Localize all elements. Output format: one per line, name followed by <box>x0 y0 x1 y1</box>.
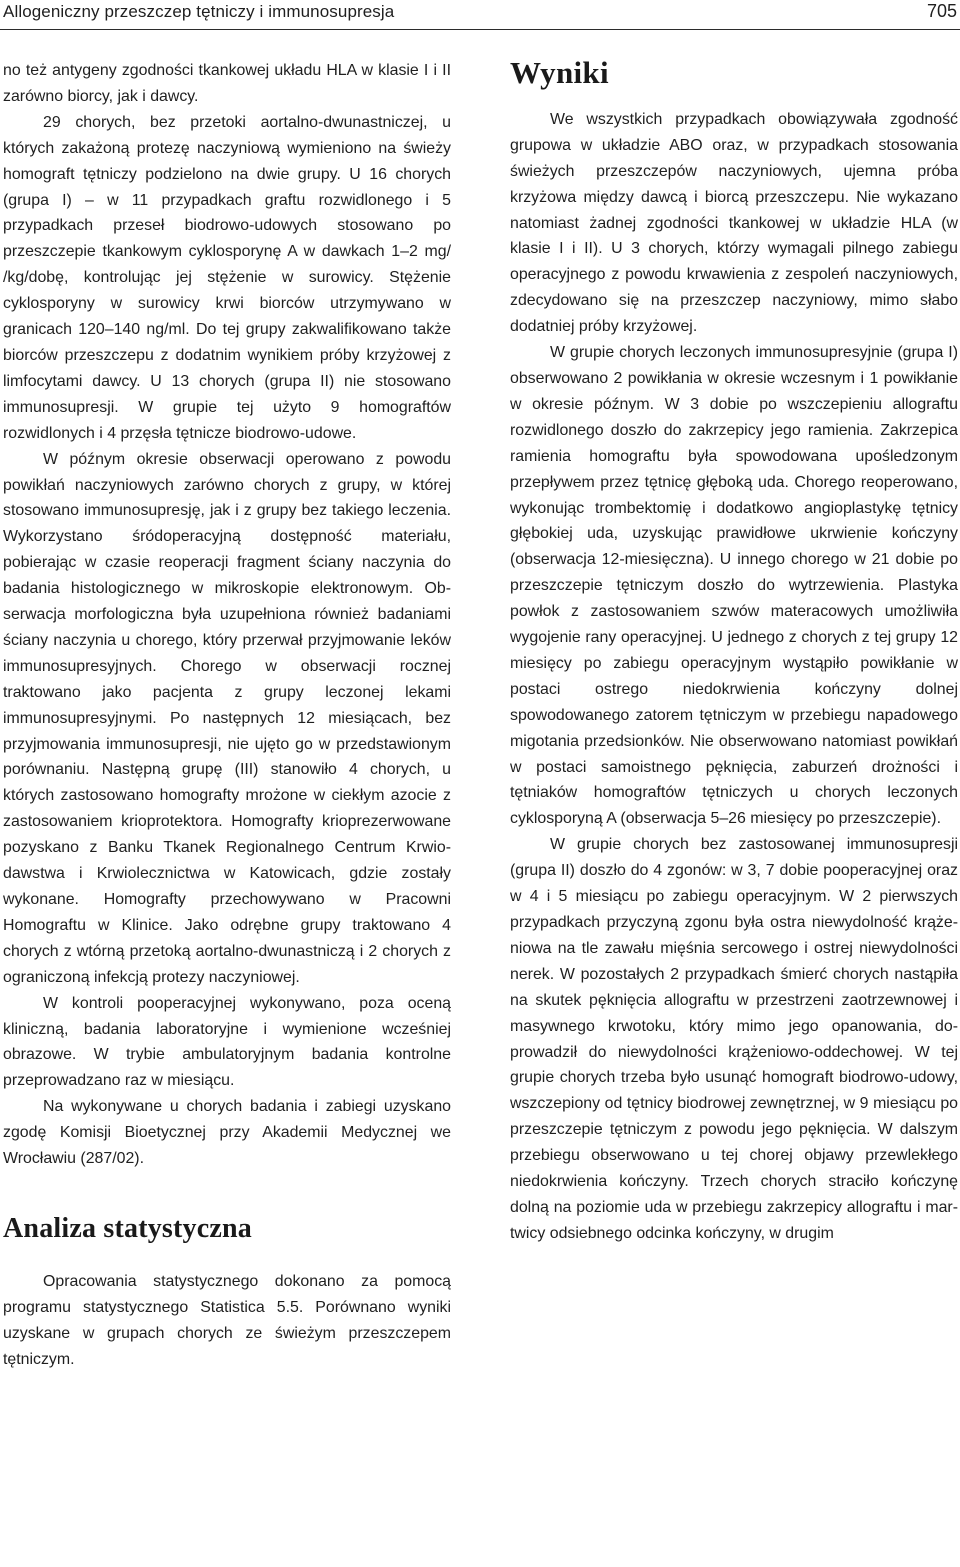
right-column <box>510 55 958 1247</box>
paragraph-hla: no też antygeny zgodności tkankowej układu HLA w klasie I i II zarówno biorcy, jak i dawcy. <box>3 62 451 105</box>
section-heading-statistics: Analiza statystyczna <box>3 1212 252 1244</box>
paragraph-bioethics: Na wykonywane u chorych badania i zabiegi uzyskano zgodę Komisji Bioetycznej przy Akademii Medycznej we Wrocławiu (287/02). <box>3 1098 451 1168</box>
paragraph-group-one: W grupie chorych leczonych immunosupresyjnie (grupa I) obserwowano 2 powikłania w okresie wczesnym i 1 powikłanie w okresie późnym. W 3 dobie po wszczepieniu allograftu rozwidlonego doszło do zakrzepicy jego ramienia. Zakrzepica ramienia homograftu była spowodowana upośledzonym przepływem przez tętnicę głęboką uda. Chorego reoperowano, wykonując trombektomię i dodatkowo angioplastykę tętnicy głębokiej uda, uzyskując prawidłowe ukrwienie kończyny (obserwacja 12-miesięczna). U innego chorego w 21 dobie po przeszczepie tętniczym doszło do wytrzewienia. Plastyka powłok z zastosowaniem szwów materacowych umożliwiła wygojenie rany operacyjnej. U jednego z chorych z tej grupy 12 miesięcy po zabiegu operacyjnym wystąpiło powikłanie w postaci ostrego niedokrwienia kończyny dolnej spowodowanego zatorem tętniczym w przebiegu napadowego migotania przedsionków. Nie obserwowano natomiast powikłań w postaci samoistnego pęknięcia, zaburzeń drożności i tętniaków homograftów tętniczych u chorych leczonych cyklosporyną A (obserwacja 5–26 miesięcy po przeszczepie). <box>510 344 958 828</box>
paragraph-late-observation: W późnym okresie obserwacji operowano z powodu powikłań naczyniowych zarówno chorych z grupy, w której stosowano immunosupresję, jak i z grupy bez takiego leczenia. Wykorzystano śródoperacyjną dostępność materiału, pobierając w czasie reoperacji fragment ściany naczynia do badania histologicznego w mikroskopie elektronowym. Obserwacja morfologiczna była uzupełniona również badaniami ściany naczynia u chorego, który przerwał przyjmowanie leków immunosupresyjnych. Chorego w obserwacji rocznej traktowano jako pacjenta z grupy leczonej lekami immunosupresyjnymi. Po następnych 12 miesiącach, bez przyjmowania immunosupresji, nie ujęto go w przedstawionym porównaniu. Następną grupę (III) stanowiło 4 chorych, u których zastosowano homografty mrożone w ciekłym azocie z zastosowaniem krioprotektora. Homografty krioprezerwowane pozyskano z Banku Tkanek Regionalnego Centrum Krwiodawstwa i Krwiolecznictwa w Katowicach, gdzie zostały wykonane. Homografty przechowywano w Pracowni Homograftu w Klinice. Jako odrębne grupy traktowano 4 chorych z wtórną przetoką aortalno-dwunastniczą i 2 chorych z ograniczoną infekcją protezy naczyniowej. <box>3 450 451 986</box>
paragraph-postop-control: W kontroli pooperacyjnej wykonywano, poza oceną kliniczną, badania laboratoryjne i wymienione wcześniej obrazowe. W trybie ambulatoryjnym badania kontrolne przeprowadzano raz w miesiącu. <box>3 994 451 1090</box>
section-heading-results: Wyniki <box>510 55 609 90</box>
running-title: Allogeniczny przeszczep tętniczy i immunosupresja <box>3 2 395 21</box>
left-column <box>3 58 451 1373</box>
paragraph-statistics: Opracowania statystycznego dokonano za pomocą programu statystycznego Statistica 5.5. Porównano wyniki uzyskane w grupach chorych ze świeżym przeszczepem tętniczym. <box>3 1272 451 1368</box>
paragraph-abo: We wszystkich przypadkach obowiązywała zgodność grupowa w układzie ABO oraz, w przypadkach stosowania świeżych przeszczepów naczyniowych, ujemna próba krzyżowa między dawcą i biorcą przeszczepu. Nie wykazano natomiast żadnej zgodności tkankowej w układzie HLA (w klasie I i II). U 3 chorych, którzy wymagali pilnego zabiegu operacyjnego z powodu krwawienia z zespoleń naczyniowych, zdecydowano się na przeszczep naczyniowy, mimo słabo dodatniej próby krzyżowej. <box>510 110 958 336</box>
paragraph-group-two: W grupie chorych bez zastosowanej immunosupresji (grupa II) doszło do 4 zgonów: w 3, 7 dobie pooperacyjnej oraz w 4 i 5 miesiącu po zabiegu operacyjnym. W 2 pierwszych przypadkach przyczyną zgonu była ostra niewydolność krążeniowa na tle zawału mięśnia sercowego i ostrej niewydolności nerek. W pozostałych 2 przypadkach śmierć chorych nastąpiła na skutek pęknięcia allograftu w przestrzeni zaotrzewnowej i masywnego krwotoku, który mimo jego opanowania, doprowadził do niewydolności krążeniowo-oddechowej. W tej grupie chorych trzeba było usunąć homograft biodrowo-udowy, wszczepiony od tętnicy biodrowej zewnętrznej, w 9 miesiącu po przeszczepie tętniczym z powodu jego pęknięcia. W dalszym przebiegu obserwowano u tej chorej objawy przewlekłego niedokrwienia kończyny. Trzech chorych straciło kończynę dolną na poziomie uda w przebiegu zakrzepicy allograftu i martwicy odsiebnego odcinka kończyny, w drugim <box>510 836 958 1242</box>
page-number: 705 <box>926 1 957 21</box>
running-header <box>0 0 960 30</box>
paragraph-groups: 29 chorych, bez przetoki aortalno-dwunastniczej, u których zakażoną protezę naczyniową wymieniono na świeży homograft tętniczy podzielono na dwie grupy. U 16 chorych (grupa I) – w 11 przypadkach graftu rozwidlonego i 5 przypadkach przeseł biodrowo-udowych stosowano po przeszczepie tkankowym cyklosporynę A w dawkach 1–2 mg/ /kg/dobę, kontrolując jej stężenie w surowicy. Stężenie cyklosporyny w surowicy krwi biorców utrzymywano w granicach 120–140 ng/ml. Do tej grupy zakwalifikowano także biorców przeszczepu z dodatnim wynikiem próby krzyżowej z limfocytami dawcy. U 13 chorych (grupa II) nie stosowano immunosupresji. W grupie tej użyto 9 homograftów rozwidlonych i 4 przęsła tętnicze biodrowo-udowe. <box>3 113 451 442</box>
